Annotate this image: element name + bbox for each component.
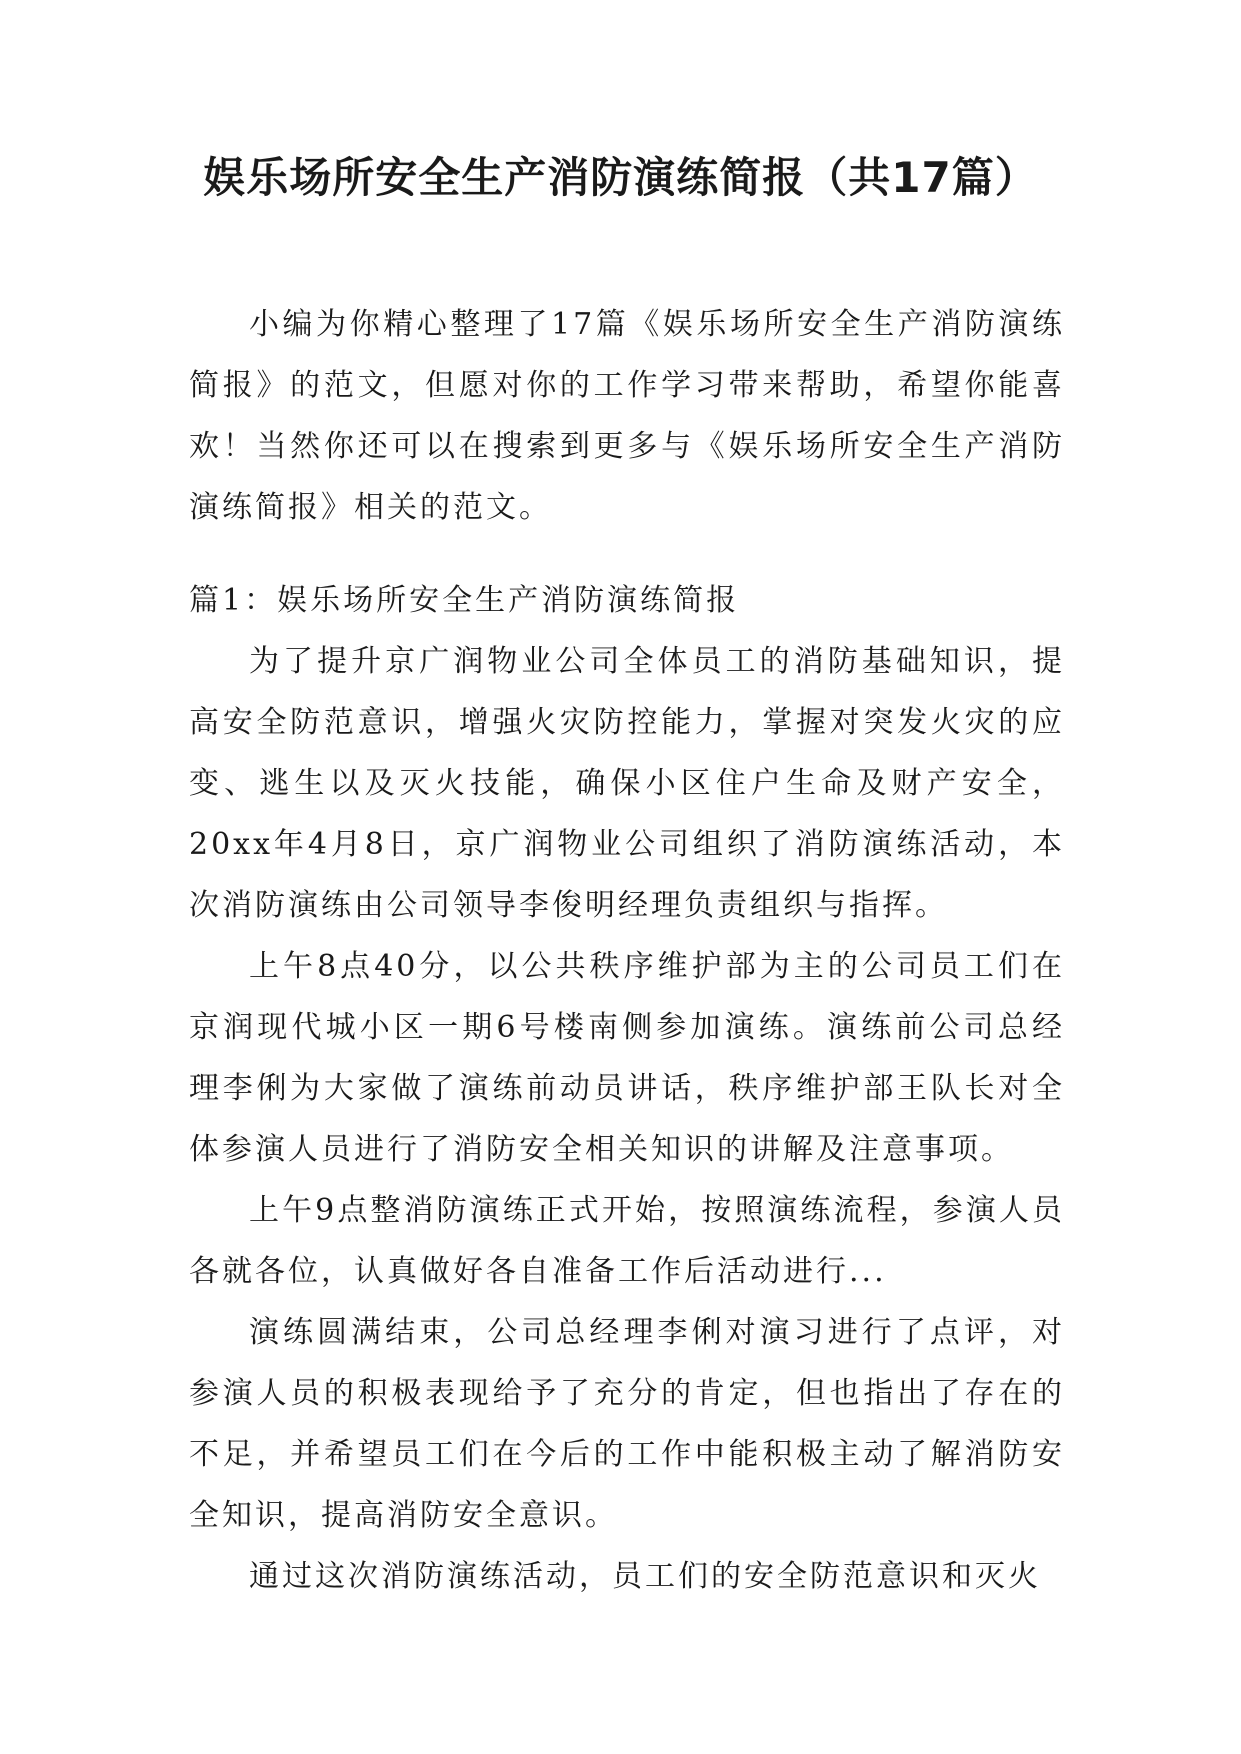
body-paragraph-1: 为了提升京广润物业公司全体员工的消防基础知识，提高安全防范意识，增强火灾防控能力，掌握对突发火灾的应变、逃生以及灭火技能，确保小区住户生命及财产安全，20xx年4月8日，京广润物业公司组织了消防演练活动，本次消防演练由公司领导李俊明经理负责组织与指挥。 <box>189 644 1065 923</box>
intro-paragraph: 小编为你精心整理了17篇《娱乐场所安全生产消防演练简报》的范文，但愿对你的工作学习带来帮助，希望你能喜欢！当然你还可以在搜索到更多与《娱乐场所安全生产消防演练简报》相关的范文。 <box>189 307 1065 525</box>
section-heading: 篇1：娱乐场所安全生产消防演练简报 <box>189 583 740 618</box>
section-1 <box>189 570 1065 1607</box>
body-paragraph-2: 上午8点40分，以公共秩序维护部为主的公司员工们在京润现代城小区一期6号楼南侧参加演练。演练前公司总经理李俐为大家做了演练前动员讲话，秩序维护部王队长对全体参演人员进行了消防安全相关知识的讲解及注意事项。 <box>189 949 1065 1167</box>
intro-block <box>189 294 1065 538</box>
body-paragraph-4: 演练圆满结束，公司总经理李俐对演习进行了点评，对参演人员的积极表现给予了充分的肯定，但也指出了存在的不足，并希望员工们在今后的工作中能积极主动了解消防安全知识，提高消防安全意识。 <box>189 1315 1065 1533</box>
document-title: 娱乐场所安全生产消防演练简报（共17篇） <box>203 153 1038 202</box>
body-paragraph-5: 通过这次消防演练活动，员工们的安全防范意识和灭火 <box>249 1559 1041 1594</box>
body-paragraph-3: 上午9点整消防演练正式开始，按照演练流程，参演人员各就各位，认真做好各自准备工作后活动进行... <box>189 1193 1065 1289</box>
